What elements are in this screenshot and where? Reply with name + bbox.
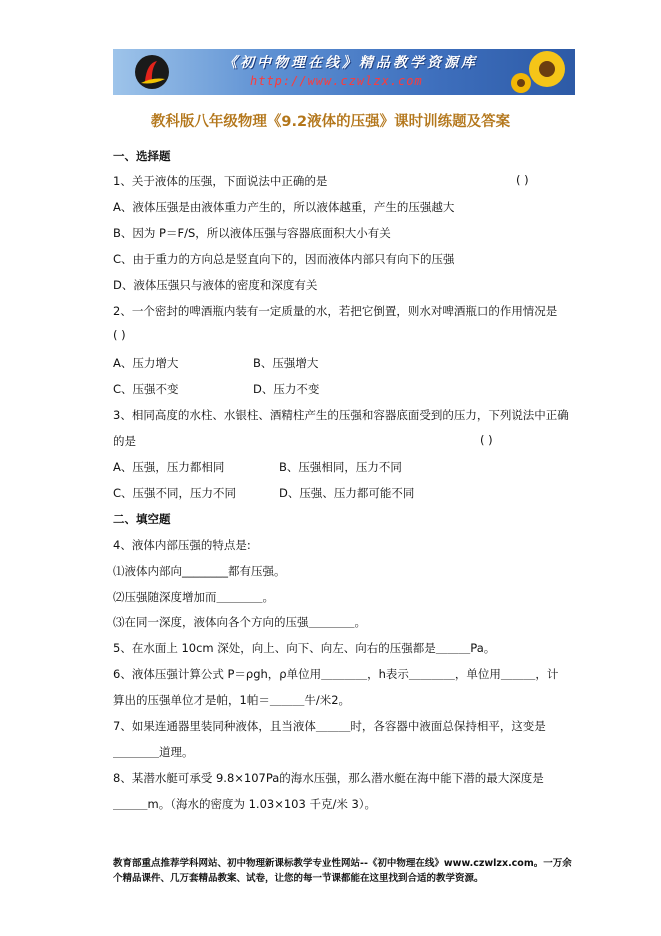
q1-option-d: D、液体压强只与液体的密度和深度有关	[113, 278, 318, 292]
q8-line-2: ＿＿＿m。（海水的密度为 1.03×103 千克/米 3）。	[113, 797, 377, 811]
q8-line-1: 8、某潜水艇可承受 9.8×107Pa的海水压强，那么潜水艇在海中能下潜的最大深度是	[113, 771, 544, 785]
q4-part-3: ⑶在同一深度，液体向各个方向的压强＿＿＿＿。	[113, 615, 366, 629]
q3-option-a: A、压强，压力都相同	[113, 460, 225, 474]
page-title: 教科版八年级物理《9.2液体的压强》课时训练题及答案	[150, 114, 511, 130]
banner-slogan: 《初中物理在线》精品教学资源库	[223, 55, 478, 71]
q2-answer-paren: ( )	[113, 328, 126, 342]
q1-option-b: B、因为 P＝F/S，所以液体压强与容器底面积大小有关	[113, 226, 391, 240]
q2-option-b: B、压强增大	[253, 356, 319, 370]
footer-text	[113, 856, 573, 886]
sunflower-icon	[503, 49, 573, 95]
q3-answer-paren: ( )	[480, 433, 493, 447]
q3-stem: 3、相同高度的水柱、水银柱、酒精柱产生的压强和容器底面受到的压力，下列说法中正确	[113, 408, 569, 422]
q7-line-1: 7、如果连通器里装同种液体，且当液体＿＿＿时，各容器中液面总保持相平，这变是	[113, 719, 546, 733]
q3-option-d: D、压强、压力都可能不同	[279, 486, 415, 500]
q2-option-a: A、压力增大	[113, 356, 179, 370]
footer-line-2: 个精品课件、几万套精品教案、试卷，让您的每一节课都能在这里找到合适的教学资源。	[113, 873, 484, 884]
q3-option-b: B、压强相同，压力不同	[279, 460, 402, 474]
q1-answer-paren: ( )	[516, 173, 529, 187]
banner-url: http://www.czwlzx.com	[250, 74, 423, 88]
q7-line-2: ＿＿＿＿道理。	[113, 745, 194, 759]
header-banner	[113, 49, 575, 95]
q4-stem: 4、液体内部压强的特点是:	[113, 538, 251, 552]
q5-stem: 5、在水面上 10cm 深处，向上、向下、向左、向右的压强都是＿＿＿Pa。	[113, 641, 496, 655]
q1-option-c: C、由于重力的方向总是竖直向下的，因而液体内部只有向下的压强	[113, 252, 455, 266]
q3-stem-continued: 的是	[113, 434, 136, 448]
q2-option-c: C、压强不变	[113, 382, 179, 396]
q2-stem: 2、一个密封的啤酒瓶内装有一定质量的水，若把它倒置，则水对啤酒瓶口的作用情况是	[113, 304, 558, 318]
q4-part-2: ⑵压强随深度增加而＿＿＿＿。	[113, 590, 274, 604]
logo-icon	[133, 53, 171, 91]
section-heading-fill: 二、填空题	[113, 512, 171, 526]
q6-line-1: 6、液体压强计算公式 P＝ρgh，ρ单位用＿＿＿＿，h表示＿＿＿＿，单位用＿＿＿，计	[113, 667, 559, 681]
footer-line-1: 教育部重点推荐学科网站、初中物理新课标教学专业性网站--《初中物理在线》www.czwlzx.com。一万余	[113, 858, 572, 869]
q6-line-2: 算出的压强单位才是帕，1帕＝＿＿＿牛/米2。	[113, 693, 351, 707]
q4-part-1: ⑴液体内部向________都有压强。	[113, 564, 286, 578]
q1-stem: 1、关于液体的压强，下面说法中正确的是	[113, 174, 328, 188]
q2-option-d: D、压力不变	[253, 382, 320, 396]
section-heading-choice: 一、选择题	[113, 149, 171, 163]
q3-option-c: C、压强不同，压力不同	[113, 486, 237, 500]
q1-option-a: A、液体压强是由液体重力产生的，所以液体越重，产生的压强越大	[113, 200, 455, 214]
